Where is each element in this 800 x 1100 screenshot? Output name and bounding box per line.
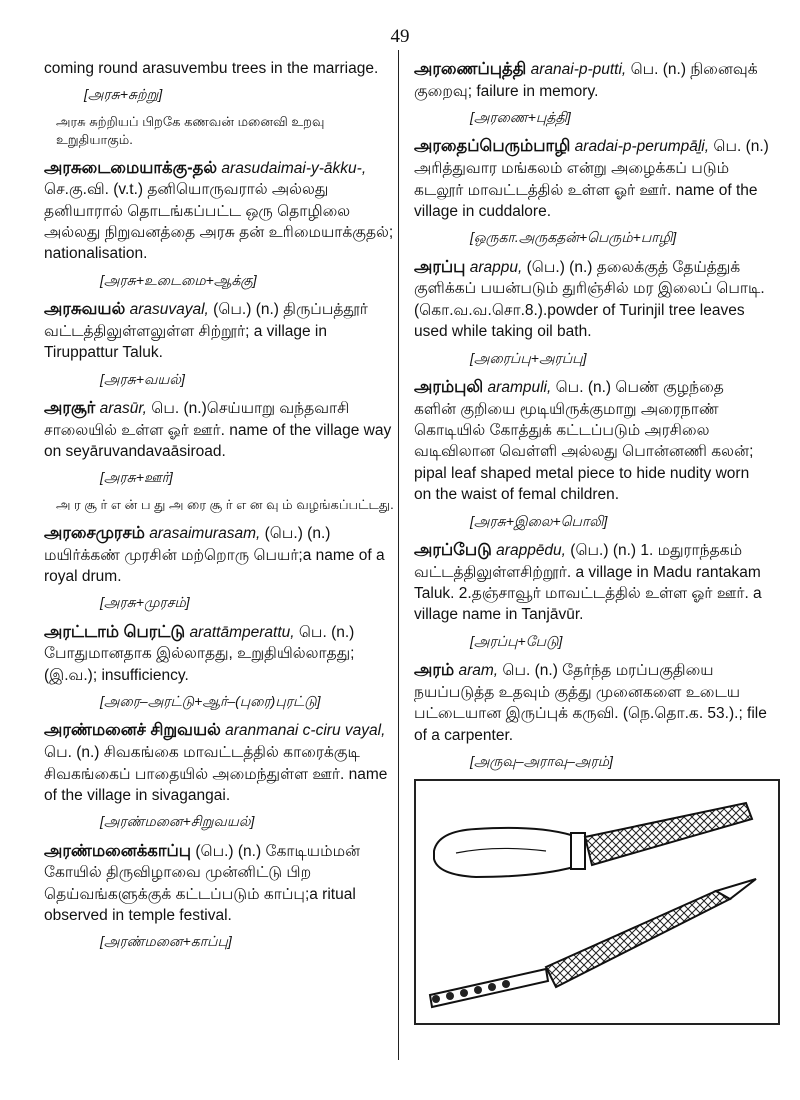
dictionary-entry xyxy=(44,840,400,927)
etymology: [அரை–அரட்டு+ஆர்–(புரை)புரட்டு] xyxy=(100,693,321,710)
transliteration: aram, xyxy=(458,662,499,680)
usage-note: அ ர சூ ர் எ ன் ப து அ ரை சூ ர் எ ன வு ம் வழங்கப்பட்டது. xyxy=(56,496,394,512)
transliteration: arasaimurasam, xyxy=(149,524,261,542)
etymology: [அரணை+புத்தி] xyxy=(470,109,571,126)
page-number: 49 xyxy=(390,26,410,47)
headword: அரம்புலி xyxy=(414,377,484,396)
headword: அரப்பேடு xyxy=(414,540,492,559)
right-column xyxy=(414,58,770,1025)
etymology: [அரண்மனை+காப்பு] xyxy=(100,933,232,950)
definition: செ.கு.வி. (v.t.) தனியொருவரால் அல்லது தனியாரால் தொடங்கப்பட்ட ஒரு தொழிலை அல்லது நிறுவனத்தை அரசு தன் உரிமையாக்குதல்; nationalisation. xyxy=(44,181,394,263)
definition: (பெ.) (n.) கோடியம்மன் கோயில் திருவிழாவை முன்னிட்டு பிற தெய்வங்களுக்குக் கட்டப்படும் காப்பு;a ritual observed in temple festival. xyxy=(44,842,361,925)
dictionary-entry xyxy=(44,719,400,806)
dictionary-entry xyxy=(44,621,400,687)
file-tool-drawing xyxy=(416,781,778,1023)
file-tool-illustration xyxy=(414,779,780,1025)
transliteration: aranmanai c-ciru vayal, xyxy=(225,722,386,740)
definition: பெ. (n.) நினைவுக் குறைவு; failure in memory. xyxy=(414,61,758,100)
transliteration: arasūr, xyxy=(99,399,147,417)
headword: அரட்டாம் பெரட்டு xyxy=(44,622,186,641)
etymology: [அரப்பு+பேடு] xyxy=(470,632,563,649)
transliteration: arappēdu, xyxy=(496,541,566,559)
dictionary-entry xyxy=(44,157,400,265)
dictionary-entry xyxy=(414,659,770,746)
headword: அரசுவயல் xyxy=(44,300,126,319)
definition: (பெ.) (n.) 1. மதுராந்தகம் வட்டத்திலுள்ளசிற்றூர். a village in Madu rantakam Taluk. 2.தஞ்சாவூர் மாவட்டத்தில் உள்ள ஓர் ஊர். a village name in Tanjāvūr. xyxy=(414,541,762,624)
headword: அரண்மனைச் சிறுவயல் xyxy=(44,721,221,740)
etymology: [அரசு+ஊர்] xyxy=(100,469,173,486)
headword: அரதைப்பெரும்பாழி xyxy=(414,137,571,156)
headword: அரண்மனைக்காப்பு xyxy=(44,841,192,860)
continued-text: coming round arasuvembu trees in the marriage. xyxy=(44,60,379,77)
headword: அரசுடைமையாக்கு-தல் xyxy=(44,158,218,177)
headword: அரப்பு xyxy=(414,257,466,276)
headword: அரம் xyxy=(414,661,455,680)
etymology: [அரசு+முரசம்] xyxy=(100,594,190,611)
definition: பெ. (n.) அரித்துவார மங்கலம் என்று அழைக்கப் படும் கடலூர் மாவட்டத்தில் உள்ள ஓர் ஊர். name of the village in cuddalore. xyxy=(414,138,769,220)
etymology: [அரசு+சுற்று] xyxy=(84,86,163,103)
usage-note: அரசு சுற்றியப் பிறகே கணவன் மனைவி உறவு உறுதியாகும். xyxy=(56,113,325,147)
etymology: [அரண்மனை+சிறுவயல்] xyxy=(100,813,255,830)
headword: அரணைப்புத்தி xyxy=(414,60,527,78)
dictionary-entry xyxy=(44,397,400,463)
dictionary-entry xyxy=(44,298,400,364)
transliteration: arattāmperattu, xyxy=(189,623,295,641)
definition: பெ. (n.)செய்யாறு வந்தவாசி சாலையில் உள்ள ஓர் ஊர். name of the village way on seyāruvandavaāsiroad. xyxy=(44,399,392,461)
dictionary-entry xyxy=(414,376,770,506)
rasp-file xyxy=(430,879,756,1007)
file-with-handle xyxy=(434,803,752,877)
definition: (பெ.) (n.) தலைக்குத் தேய்த்துக் குளிக்கப் பயன்படும் துரிஞ்சில் மர இலைப் பொடி. (கொ.வ.வ.சொ.8.).powder of Turinjil tree leaves used while taking oil bath. xyxy=(414,258,765,341)
etymology: [அரசு+உடைமை+ஆக்கு] xyxy=(100,271,257,288)
dictionary-entry xyxy=(44,522,400,588)
etymology: [ஒருகா.அருகதன்+பெரும்+பாழி] xyxy=(470,229,677,246)
transliteration: aranai-p-putti, xyxy=(530,61,627,78)
definition: பெ. (n.) பெண் குழந்தை களின் குறியை மூடியிருக்குமாறு அரைநாண் கொடியில் கோத்துக் கட்டப்படும் அரசிலை வடிவிலான வெள்ளி அல்லது பொன்னணி கலன்; pipal leaf shaped metal piece to hide nudity worn on the waist of femal children. xyxy=(414,378,754,504)
etymology: [அரசு+வயல்] xyxy=(100,370,185,387)
dictionary-entry xyxy=(414,58,770,102)
etymology: [அரசு+இலை+பொலி] xyxy=(470,512,608,529)
dictionary-entry xyxy=(414,256,770,343)
transliteration: arampuli, xyxy=(487,378,552,396)
etymology: [அரைப்பு+அரப்பு] xyxy=(470,349,587,366)
definition: பெ. (n.) சிவகங்கை மாவட்டத்தில் காரைக்குடி சிவகங்கைப் பாதையில் அமைந்துள்ள ஊர். name of the village in sivagangai. xyxy=(44,744,388,804)
transliteration: arappu, xyxy=(469,258,523,276)
definition: (பெ.) (n.) மயிர்க்கண் முரசின் மற்றொரு பெயர்;a name of a royal drum. xyxy=(44,524,385,585)
transliteration: arasudaimai-y-ākku-, xyxy=(221,159,367,177)
definition: பெ. (n.) போதுமானதாக இல்லாதது, உறுதியில்லாதது; (இ.வ.); insufficiency. xyxy=(44,623,355,684)
transliteration: aradai-p-perumpāḻi, xyxy=(574,138,710,156)
left-column xyxy=(44,58,400,960)
headword: அரசூர் xyxy=(44,398,96,417)
headword: அரசைமுரசம் xyxy=(44,523,145,542)
dictionary-entry xyxy=(414,539,770,626)
definition: (பெ.) (n.) திருப்பத்தூர் வட்டத்திலுள்ளலுள்ள சிற்றூர்; a village in Tiruppattur Taluk. xyxy=(44,301,368,362)
etymology: [அருவு–அராவு–அரம்] xyxy=(470,752,613,769)
definition: பெ. (n.) தேர்ந்த மரப்பகுதியை நயப்படுத்த உதவும் குத்து முனைகளை உடைய பட்டையான இருப்புக் கருவி. (நெ.தொ.க. 53.).; file of a carpenter. xyxy=(414,662,767,744)
transliteration: arasuvayal, xyxy=(129,301,209,319)
dictionary-entry xyxy=(414,135,770,222)
